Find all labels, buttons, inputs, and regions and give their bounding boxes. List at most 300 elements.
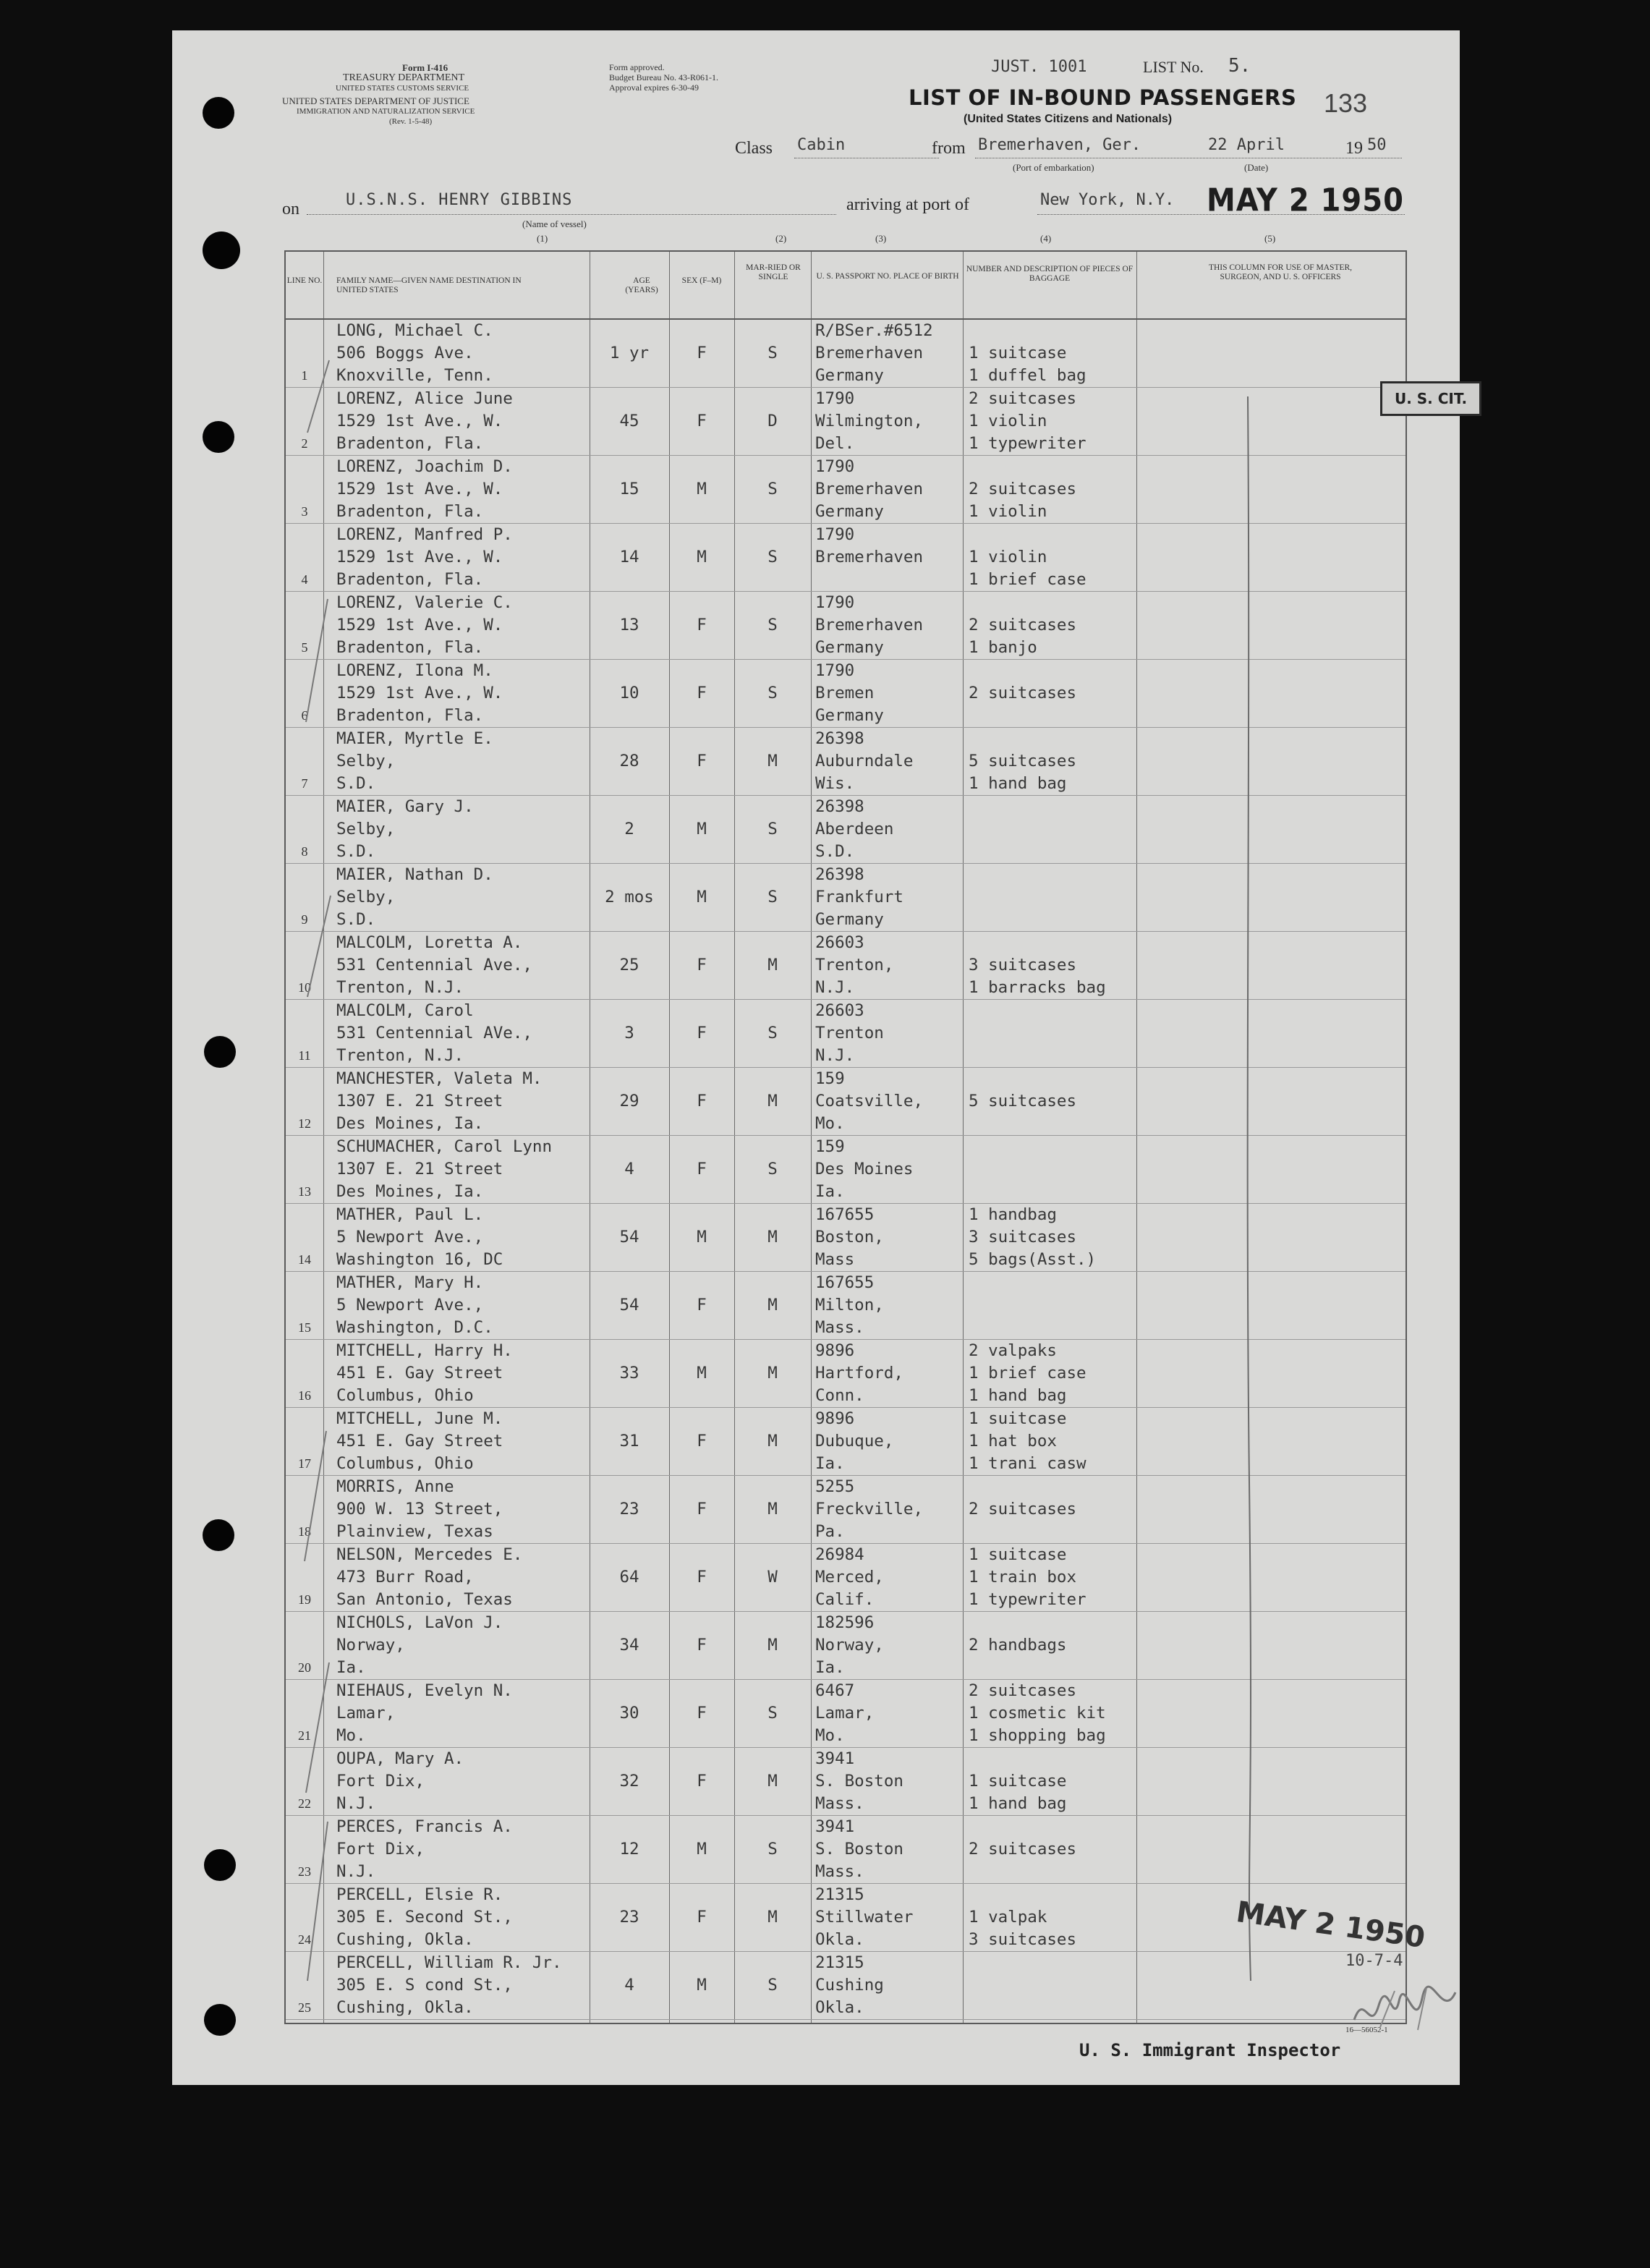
passenger-city: Bradenton, Fla.: [336, 638, 484, 657]
line-number: 14: [298, 1252, 311, 1267]
passport-number: 159: [815, 1069, 845, 1088]
passenger-city: Ia.: [336, 1658, 366, 1677]
passenger-name: LONG, Michael C.: [336, 321, 493, 340]
line-number: 9: [301, 912, 308, 927]
pencil-tick-marks: [293, 346, 351, 2010]
passenger-address: Fort Dix,: [336, 1840, 425, 1859]
passenger-address: 1307 E. 21 Street: [336, 1160, 503, 1178]
manifest-page: [172, 30, 1468, 2085]
passenger-city: Columbus, Ohio: [336, 1454, 474, 1473]
vessel-rule: [307, 214, 836, 215]
birth-country: N.J.: [815, 1046, 855, 1065]
table-row: [286, 1816, 1406, 1884]
line-number: 18: [298, 1524, 311, 1539]
passport-number: 21315: [815, 1953, 864, 1972]
baggage-item: 1 suitcase: [969, 1409, 1067, 1428]
line-number: 24: [298, 1932, 311, 1947]
list-no-label: LIST No.: [1143, 58, 1204, 76]
line-number: 6: [301, 708, 308, 723]
passenger-name: NICHOLS, LaVon J.: [336, 1613, 503, 1632]
birth-country: N.J.: [815, 978, 855, 997]
table-row: [286, 456, 1406, 524]
table-row: [286, 864, 1406, 932]
passenger-age: 14: [619, 548, 639, 566]
approval-expires: Approval expires 6-30-49: [609, 82, 699, 93]
line-number: 19: [298, 1592, 311, 1607]
passenger-marital: M: [767, 1636, 778, 1655]
passenger-name: LORENZ, Joachim D.: [336, 457, 513, 476]
baggage-item: 2 suitcases: [969, 1840, 1077, 1859]
passenger-age: 1 yr: [609, 344, 650, 362]
passenger-age: 23: [619, 1908, 639, 1927]
header-sex: SEX (F–M): [681, 276, 722, 285]
passport-number: 21315: [815, 1885, 864, 1904]
baggage-item: 1 hand bag: [969, 1386, 1067, 1405]
line-number: 3: [301, 504, 308, 519]
birth-place: Bremen: [815, 684, 875, 702]
passenger-name: PERCELL, William R. Jr.: [336, 1953, 562, 1972]
line-number: 11: [298, 1048, 311, 1063]
birth-place: Bremerhaven: [815, 616, 924, 634]
passenger-city: Des Moines, Ia.: [336, 1182, 484, 1201]
header-name: FAMILY NAME—GIVEN NAME DESTINATION IN UNITED STATES: [336, 276, 522, 294]
passenger-address: Selby,: [336, 752, 396, 770]
baggage-item: 2 valpaks: [969, 1341, 1057, 1360]
passport-number: 1790: [815, 593, 855, 612]
doj-title: UNITED STATES DEPARTMENT OF JUSTICE: [282, 95, 469, 106]
birth-country: Okla.: [815, 1998, 864, 2017]
birth-place: Bremerhaven: [815, 548, 924, 566]
baggage-item: 1 handbag: [969, 1205, 1057, 1224]
page-subtitle: (United States Citizens and Nationals): [964, 113, 1173, 125]
passenger-age: 54: [619, 1228, 639, 1246]
passenger-age: 54: [619, 1296, 639, 1314]
baggage-item: 3 suitcases: [969, 1228, 1077, 1246]
passenger-marital: M: [767, 956, 778, 974]
passenger-sex: F: [697, 412, 707, 430]
table-row: [286, 1340, 1406, 1408]
passenger-city: S.D.: [336, 774, 376, 793]
birth-place: Trenton,: [815, 956, 894, 974]
form-number: Form I-416: [402, 62, 448, 73]
passenger-sex: F: [697, 1772, 707, 1791]
passenger-sex: F: [697, 752, 707, 770]
pencil-check-line: [1241, 396, 1262, 1988]
passenger-age: 32: [619, 1772, 639, 1791]
header-passport: U. S. PASSPORT NO. PLACE OF BIRTH: [816, 272, 959, 281]
ins-title: IMMIGRATION AND NATURALIZATION SERVICE: [297, 107, 475, 116]
passenger-name: MANCHESTER, Valeta M.: [336, 1069, 543, 1088]
passenger-address: 305 E. Second St.,: [336, 1908, 513, 1927]
passenger-age: 15: [619, 480, 639, 498]
passport-number: 3941: [815, 1749, 855, 1768]
birth-country: Mass: [815, 1250, 855, 1269]
passenger-name: MAIER, Gary J.: [336, 797, 474, 816]
line-number: 1: [301, 368, 308, 383]
year-prefix: 19: [1345, 139, 1363, 158]
passenger-sex: F: [697, 1704, 707, 1723]
baggage-item: 1 brief case: [969, 570, 1086, 589]
passenger-marital: M: [767, 1092, 778, 1110]
passenger-city: Cushing, Okla.: [336, 1998, 474, 2017]
baggage-item: 2 suitcases: [969, 1681, 1077, 1700]
passenger-age: 64: [619, 1568, 639, 1587]
page-number: 133: [1324, 88, 1368, 118]
passenger-address: 531 Centennial Ave.,: [336, 956, 532, 974]
passenger-city: Knoxville, Tenn.: [336, 366, 493, 385]
table-row: [286, 592, 1406, 660]
treasury-dept: TREASURY DEPARTMENT: [343, 72, 465, 83]
passenger-marital: S: [767, 1024, 778, 1042]
passenger-city: Bradenton, Fla.: [336, 570, 484, 589]
passenger-marital: M: [767, 1432, 778, 1451]
table-row: [286, 1408, 1406, 1476]
passenger-name: MITCHELL, June M.: [336, 1409, 503, 1428]
passenger-sex: F: [697, 1432, 707, 1451]
passenger-address: Fort Dix,: [336, 1772, 425, 1791]
birth-country: Germany: [815, 706, 884, 725]
line-number: 23: [298, 1864, 311, 1879]
baggage-item: 1 duffel bag: [969, 366, 1086, 385]
birth-country: Mass.: [815, 1862, 864, 1881]
port-rule: [1037, 214, 1405, 215]
birth-place: Cushing: [815, 1976, 884, 1995]
table-row: [286, 1204, 1406, 1272]
list-no-value: 5.: [1228, 55, 1251, 77]
baggage-item: 2 suitcases: [969, 480, 1077, 498]
passenger-name: LORENZ, Manfred P.: [336, 525, 513, 544]
passenger-city: S.D.: [336, 842, 376, 861]
row-rule: [286, 2019, 1406, 2020]
passenger-marital: D: [767, 412, 778, 430]
birth-country: Germany: [815, 366, 884, 385]
passenger-marital: S: [767, 616, 778, 634]
passenger-address: Selby,: [336, 888, 396, 906]
date-value: 22 April: [1208, 136, 1285, 154]
passenger-address: 451 E. Gay Street: [336, 1364, 503, 1383]
passenger-age: 29: [619, 1092, 639, 1110]
passenger-city: Columbus, Ohio: [336, 1386, 474, 1405]
table-row: [286, 932, 1406, 1000]
binder-hole: [203, 1519, 234, 1551]
passenger-sex: F: [697, 1160, 707, 1178]
passenger-name: LORENZ, Ilona M.: [336, 661, 493, 680]
birth-place: Bremerhaven: [815, 480, 924, 498]
pencil-note: 10-7-4: [1345, 1952, 1403, 1970]
line-number: 12: [298, 1116, 311, 1131]
us-citizen-stamp: U. S. CIT.: [1380, 381, 1481, 416]
passenger-marital: S: [767, 548, 778, 566]
print-code: 16—56052-1: [1345, 2026, 1388, 2034]
col-num-5: (5): [1264, 233, 1276, 244]
passenger-name: NELSON, Mercedes E.: [336, 1545, 523, 1564]
col-num-2: (2): [775, 233, 787, 244]
passenger-name: MALCOLM, Loretta A.: [336, 933, 523, 952]
passenger-address: Norway,: [336, 1636, 405, 1655]
baggage-item: 1 suitcase: [969, 1545, 1067, 1564]
passport-number: 1790: [815, 457, 855, 476]
passenger-sex: F: [697, 1636, 707, 1655]
baggage-item: 1 hand bag: [969, 774, 1067, 793]
birth-country: Ia.: [815, 1454, 845, 1473]
passenger-address: 451 E. Gay Street: [336, 1432, 503, 1451]
line-number: 2: [301, 436, 308, 451]
baggage-item: 1 violin: [969, 548, 1047, 566]
passenger-name: MATHER, Mary H.: [336, 1273, 484, 1292]
passenger-name: MORRIS, Anne: [336, 1477, 454, 1496]
table-row: [286, 1612, 1406, 1680]
passenger-sex: M: [697, 888, 707, 906]
line-number: 7: [301, 776, 308, 791]
binder-hole: [203, 421, 234, 453]
passenger-age: 31: [619, 1432, 639, 1451]
table-row: [286, 796, 1406, 864]
passenger-sex: M: [697, 1976, 707, 1995]
birth-place: Trenton: [815, 1024, 884, 1042]
passenger-marital: M: [767, 1772, 778, 1791]
baggage-item: 1 cosmetic kit: [969, 1704, 1106, 1723]
line-number: 25: [298, 2000, 311, 2015]
table-row: [286, 1680, 1406, 1748]
birth-place: Hartford,: [815, 1364, 903, 1383]
passenger-address: Lamar,: [336, 1704, 396, 1723]
baggage-item: 1 shopping bag: [969, 1726, 1106, 1745]
birth-country: Wis.: [815, 774, 855, 793]
birth-country: Germany: [815, 502, 884, 521]
birth-country: S.D.: [815, 842, 855, 861]
passenger-address: 1529 1st Ave., W.: [336, 480, 503, 498]
passenger-age: 10: [619, 684, 639, 702]
passport-number: 167655: [815, 1273, 875, 1292]
passenger-name: OUPA, Mary A.: [336, 1749, 464, 1768]
passenger-city: San Antonio, Texas: [336, 1590, 513, 1609]
passenger-address: 531 Centennial AVe.,: [336, 1024, 532, 1042]
arrival-port: New York, N.Y.: [1040, 191, 1175, 209]
baggage-item: 1 suitcase: [969, 344, 1067, 362]
header-baggage: NUMBER AND DESCRIPTION OF PIECES OF BAGGAGE: [966, 265, 1134, 283]
binder-hole: [203, 232, 240, 269]
header-line-no: LINE NO.: [286, 276, 323, 285]
passenger-sex: M: [697, 548, 707, 566]
passenger-city: Bradenton, Fla.: [336, 502, 484, 521]
line-number: 17: [298, 1456, 311, 1471]
birth-place: Aberdeen: [815, 820, 894, 838]
passenger-city: Bradenton, Fla.: [336, 706, 484, 725]
passenger-marital: S: [767, 1704, 778, 1723]
table-row: [286, 388, 1406, 456]
passenger-city: Mo.: [336, 1726, 366, 1745]
passenger-sex: F: [697, 1500, 707, 1519]
year-value: 50: [1367, 136, 1387, 154]
passenger-age: 28: [619, 752, 639, 770]
passport-number: 26398: [815, 729, 864, 748]
passenger-marital: S: [767, 480, 778, 498]
revision: (Rev. 1-5-48): [389, 117, 433, 126]
header-age: AGE (YEARS): [625, 276, 658, 294]
birth-country: Ia.: [815, 1182, 845, 1201]
passenger-table: [284, 250, 1407, 2024]
passenger-sex: F: [697, 1296, 707, 1314]
passenger-address: 1529 1st Ave., W.: [336, 548, 503, 566]
passport-number: 9896: [815, 1409, 855, 1428]
passenger-age: 33: [619, 1364, 639, 1383]
just-number: JUST. 1001: [991, 58, 1087, 76]
birth-country: Del.: [815, 434, 855, 453]
passenger-city: Cushing, Okla.: [336, 1930, 474, 1949]
birth-place: Stillwater: [815, 1908, 914, 1927]
table-row: [286, 1952, 1406, 2020]
passport-number: 26398: [815, 865, 864, 884]
birth-country: Calif.: [815, 1590, 875, 1609]
birth-place: S. Boston: [815, 1840, 903, 1859]
birth-place: Boston,: [815, 1228, 884, 1246]
passenger-marital: S: [767, 344, 778, 362]
passport-number: 6467: [815, 1681, 855, 1700]
birth-place: Wilmington,: [815, 412, 924, 430]
baggage-item: 1 typewriter: [969, 434, 1086, 453]
passenger-marital: S: [767, 820, 778, 838]
birth-country: Mo.: [815, 1726, 845, 1745]
col-num-4: (4): [1040, 233, 1052, 244]
passenger-marital: M: [767, 1500, 778, 1519]
passenger-age: 25: [619, 956, 639, 974]
passenger-age: 30: [619, 1704, 639, 1723]
passenger-marital: S: [767, 1976, 778, 1995]
birth-country: Germany: [815, 638, 884, 657]
passenger-name: MALCOLM, Carol: [336, 1001, 474, 1020]
table-row: [286, 1272, 1406, 1340]
received-date-stamp: MAY 2 1950: [1234, 1895, 1427, 1955]
customs-service: UNITED STATES CUSTOMS SERVICE: [336, 84, 469, 93]
passenger-address: 473 Burr Road,: [336, 1568, 474, 1587]
passport-number: 1790: [815, 389, 855, 408]
baggage-item: 1 suitcase: [969, 1772, 1067, 1791]
table-row: [286, 728, 1406, 796]
line-number: 8: [301, 844, 308, 859]
birth-place: Norway,: [815, 1636, 884, 1655]
baggage-item: 5 suitcases: [969, 752, 1077, 770]
passenger-address: 305 E. S cond St.,: [336, 1976, 513, 1995]
binder-hole: [203, 97, 234, 129]
passport-number: 26603: [815, 1001, 864, 1020]
passenger-sex: F: [697, 1568, 707, 1587]
baggage-item: 3 suitcases: [969, 1930, 1077, 1949]
form-approved: Form approved.: [609, 62, 665, 72]
passenger-address: 5 Newport Ave.,: [336, 1296, 484, 1314]
birth-country: Mo.: [815, 1114, 845, 1133]
passenger-marital: W: [767, 1568, 778, 1587]
baggage-item: 1 violin: [969, 412, 1047, 430]
passenger-age: 2 mos: [605, 888, 654, 906]
passenger-address: 506 Boggs Ave.: [336, 344, 474, 362]
passport-number: 1790: [815, 661, 855, 680]
page-title: LIST OF IN-BOUND PASSENGERS: [909, 85, 1297, 110]
table-row: [286, 1000, 1406, 1068]
passenger-address: 1529 1st Ave., W.: [336, 616, 503, 634]
passport-number: 167655: [815, 1205, 875, 1224]
passenger-age: 23: [619, 1500, 639, 1519]
arrival-date-stamp: MAY 2 1950: [1207, 182, 1404, 219]
passenger-marital: M: [767, 1908, 778, 1927]
table-row: [286, 524, 1406, 592]
passenger-address: 5 Newport Ave.,: [336, 1228, 484, 1246]
passenger-marital: M: [767, 1228, 778, 1246]
line-number: 15: [298, 1320, 311, 1335]
passenger-marital: S: [767, 1840, 778, 1859]
budget-bureau: Budget Bureau No. 43-R061-1.: [609, 72, 718, 82]
line-number: 4: [301, 572, 308, 587]
passport-number: 26603: [815, 933, 864, 952]
class-value: Cabin: [797, 136, 846, 154]
line-number: 16: [298, 1388, 311, 1403]
passenger-city: Bradenton, Fla.: [336, 434, 484, 453]
passenger-address: 1307 E. 21 Street: [336, 1092, 503, 1110]
passenger-marital: M: [767, 1296, 778, 1314]
birth-country: Pa.: [815, 1522, 845, 1541]
passenger-address: 900 W. 13 Street,: [336, 1500, 503, 1519]
passenger-city: Washington, D.C.: [336, 1318, 493, 1337]
birth-place: Lamar,: [815, 1704, 875, 1723]
birth-place: Auburndale: [815, 752, 914, 770]
baggage-item: 1 trani casw: [969, 1454, 1086, 1473]
passenger-city: Trenton, N.J.: [336, 1046, 464, 1065]
table-row: [286, 1748, 1406, 1816]
passenger-age: 4: [624, 1976, 634, 1995]
passport-number: 26398: [815, 797, 864, 816]
vessel-note: (Name of vessel): [522, 218, 587, 229]
passenger-marital: M: [767, 752, 778, 770]
table-row: [286, 1136, 1406, 1204]
baggage-item: 3 suitcases: [969, 956, 1077, 974]
passenger-city: S.D.: [336, 910, 376, 929]
birth-country: Conn.: [815, 1386, 864, 1405]
baggage-item: 5 suitcases: [969, 1092, 1077, 1110]
line-number: 5: [301, 640, 308, 655]
arriving-label: arriving at port of: [846, 195, 969, 214]
passenger-marital: S: [767, 888, 778, 906]
inspector-label: U. S. Immigrant Inspector: [1079, 2040, 1341, 2060]
passenger-age: 12: [619, 1840, 639, 1859]
passenger-sex: M: [697, 1840, 707, 1859]
line-number: 10: [298, 980, 311, 995]
col-num-3: (3): [875, 233, 887, 244]
passenger-sex: F: [697, 1024, 707, 1042]
date-note: (Date): [1244, 162, 1269, 173]
baggage-item: 2 suitcases: [969, 389, 1077, 408]
passenger-sex: F: [697, 684, 707, 702]
birth-place: Merced,: [815, 1568, 884, 1587]
passenger-name: SCHUMACHER, Carol Lynn: [336, 1137, 553, 1156]
birth-place: S. Boston: [815, 1772, 903, 1791]
passport-number: 1790: [815, 525, 855, 544]
passenger-sex: M: [697, 1228, 707, 1246]
passport-number: R/BSer.#6512: [815, 321, 933, 340]
passenger-sex: F: [697, 1092, 707, 1110]
baggage-item: 1 hat box: [969, 1432, 1057, 1451]
passenger-marital: S: [767, 1160, 778, 1178]
baggage-item: 1 banjo: [969, 638, 1037, 657]
passenger-sex: F: [697, 616, 707, 634]
birth-country: Mass.: [815, 1794, 864, 1813]
binder-hole: [204, 1036, 236, 1068]
baggage-item: 1 train box: [969, 1568, 1077, 1587]
passenger-city: Trenton, N.J.: [336, 978, 464, 997]
baggage-item: 2 suitcases: [969, 616, 1077, 634]
birth-place: Dubuque,: [815, 1432, 894, 1451]
header-married: MAR-RIED OR SINGLE: [746, 263, 801, 281]
birth-country: Mass.: [815, 1318, 864, 1337]
passport-number: 9896: [815, 1341, 855, 1360]
